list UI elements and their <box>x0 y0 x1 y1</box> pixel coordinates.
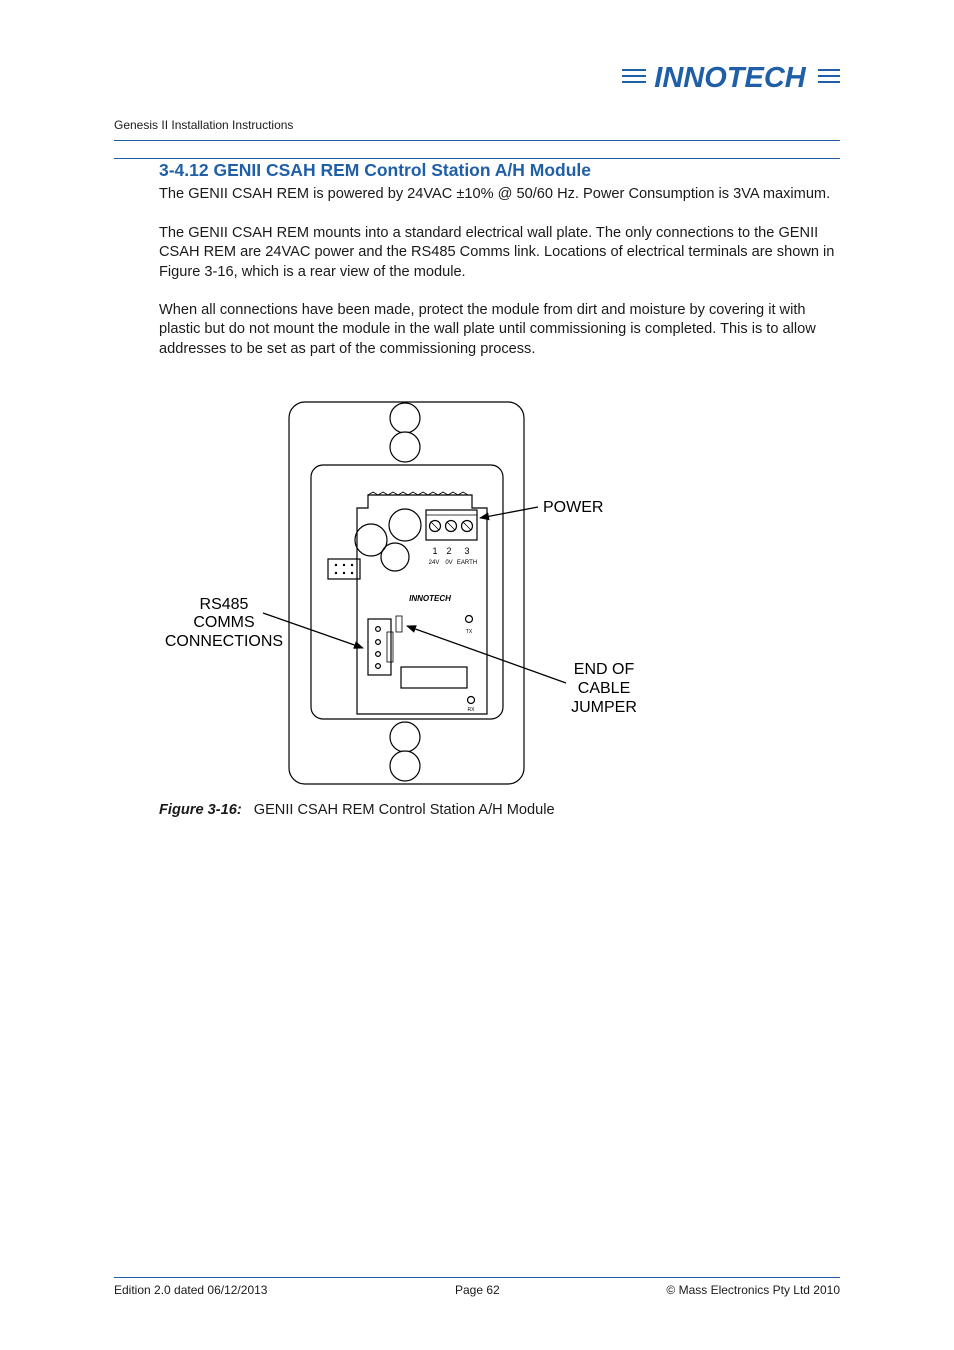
bottom-screw-hole-lower <box>390 751 420 781</box>
rx-label: RX <box>467 707 475 713</box>
figure-caption-number: Figure 3-16: <box>159 802 242 818</box>
terminal-label-24v: 24V <box>428 560 440 566</box>
top-screw-hole-lower <box>390 432 420 462</box>
module-rear-view-figure <box>150 395 670 795</box>
power-callout-label: POWER <box>543 499 604 516</box>
module-cutout <box>311 465 503 719</box>
footer-page-number: Page 62 <box>455 1283 500 1297</box>
logo-wordmark: INNOTECH <box>654 62 806 94</box>
jumper-callout-line-3: JUMPER <box>571 699 637 716</box>
pcb-brand: INNOTECH <box>409 594 451 603</box>
rs485-callout-line-2: COMMS <box>193 614 255 631</box>
footer-rule <box>114 1277 840 1278</box>
power-callout-arrow <box>480 507 538 518</box>
pcb-component-round-3 <box>381 543 409 571</box>
paragraph-mounting: The GENII CSAH REM mounts into a standard electrical wall plate. The only connections to the GENII CSAH REM are 24VAC power and the RS485 Comms link. Locations of electrical terminals are shown in Figure 3-16, which is a rear view of the module. <box>159 225 835 280</box>
paragraph-protection: When all connections have been made, protect the module from dirt and moisture by covering it with plastic but do not mount the module in the wall plate until commissioning is completed. This is to allow addresses to be set as part of the commissioning process. <box>159 302 816 357</box>
terminal-label-0v: 0V <box>445 560 453 566</box>
tx-label: TX <box>465 629 473 635</box>
figure-caption-text: GENII CSAH REM Control Station A/H Module <box>253 802 555 818</box>
footer-copyright: © Mass Electronics Pty Ltd 2010 <box>666 1283 840 1297</box>
terminal-number-1: 1 <box>432 546 438 556</box>
running-head: Genesis II Installation Instructions <box>114 118 294 132</box>
tx-led <box>466 616 473 623</box>
footer-edition: Edition 2.0 dated 06/12/2013 <box>114 1283 268 1297</box>
bottom-screw-hole-upper <box>390 722 420 752</box>
jumper-callout-line-2: CABLE <box>577 680 631 697</box>
jumper-callout-line-1: END OF <box>573 661 635 678</box>
paragraph-power: The GENII CSAH REM is powered by 24VAC ±10% @ 50/60 Hz. Power Consumption is 3VA maximum. <box>159 186 831 202</box>
terminal-label-earth: EARTH <box>456 560 478 566</box>
end-of-cable-jumper <box>396 616 402 632</box>
top-screw-hole-upper <box>390 403 420 433</box>
section-title: 3-4.12 GENII CSAH REM Control Station A/H Module <box>159 160 592 180</box>
pcb-display-window <box>401 667 467 688</box>
terminal-number-3: 3 <box>464 546 470 556</box>
rs485-callout-line-1: RS485 <box>199 596 249 613</box>
terminal-number-2: 2 <box>446 546 452 556</box>
rs485-callout-line-3: CONNECTIONS <box>164 633 284 650</box>
rx-led <box>468 697 475 704</box>
header-rule-top <box>114 140 840 141</box>
pcb-component-round-2 <box>389 509 421 541</box>
programming-header <box>328 559 360 579</box>
header-rule-bottom <box>114 158 840 159</box>
figure-caption <box>159 802 555 818</box>
innotech-logo <box>620 60 842 96</box>
